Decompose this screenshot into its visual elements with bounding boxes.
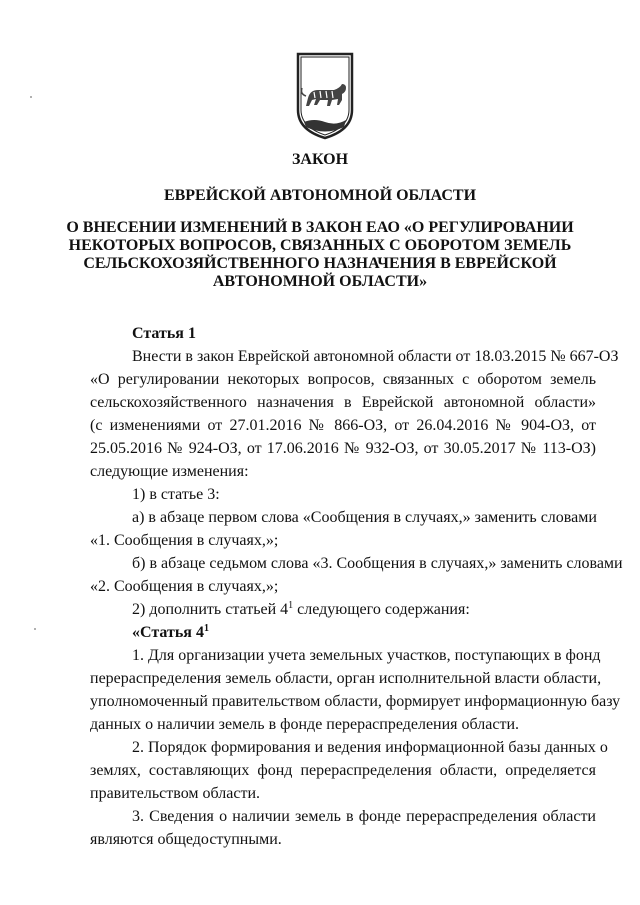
paragraph-2-line: землях, составляющих фонд перераспределения области, определяется [90,762,596,779]
paragraph-2-line: правительством области. [90,785,260,802]
law-title-line: АВТОНОМНОЙ ОБЛАСТИ» [212,273,428,290]
paragraph-1-line: перераспределения земель области, орган исполнительной власти области, [90,670,602,687]
intro-line: 25.05.2016 № 924-ОЗ, от 17.06.2016 № 932-ОЗ, от 30.05.2017 № 113-ОЗ) [90,440,596,457]
article-4-1-heading [132,624,209,642]
issuing-authority: ЕВРЕЙСКОЙ АВТОНОМНОЙ ОБЛАСТИ [163,187,477,204]
item-2-text: 2) дополнить статьей 4 [132,601,289,618]
paragraph-1-line: уполномоченный правительством области, формирует информационную базу [90,693,621,710]
paragraph-3-line: являются общедоступными. [90,831,282,848]
item-1b-line: «2. Сообщения в случаях,»; [90,578,279,595]
paragraph-2-line: 2. Порядок формирования и ведения информационной базы данных о [132,739,608,756]
intro-line: Внести в закон Еврейской автономной области от 18.03.2015 № 667-ОЗ [132,348,619,365]
article-4-1-superscript: 1 [203,623,209,634]
item-1: 1) в статье 3: [132,486,220,503]
intro-line: «О регулировании некоторых вопросов, связанных с оборотом земель [90,371,596,388]
law-title-line: СЕЛЬСКОХОЗЯЙСТВЕННОГО НАЗНАЧЕНИЯ В ЕВРЕЙСКОЙ [83,255,557,272]
item-2 [132,601,470,619]
scan-speck [30,96,32,98]
law-title-line: О ВНЕСЕНИИ ИЗМЕНЕНИЙ В ЗАКОН ЕАО «О РЕГУЛИРОВАНИИ [66,219,574,236]
paragraph-1-line: 1. Для организации учета земельных участков, поступающих в фонд [132,647,601,664]
item-2-text-end: следующего содержания: [293,601,470,618]
article-4-1-label: «Статья 4 [132,624,204,641]
intro-line: сельскохозяйственного назначения в Еврейской автономной области» [90,394,596,411]
tiger-coat-of-arms-icon [294,50,356,142]
item-1a-line: «1. Сообщения в случаях,»; [90,532,279,549]
intro-line: (с изменениями от 27.01.2016 № 866-ОЗ, от 26.04.2016 № 904-ОЗ, от [90,417,596,434]
paragraph-1-line: данных о наличии земель в фонде перераспределения области. [90,716,520,733]
law-title-line: НЕКОТОРЫХ ВОПРОСОВ, СВЯЗАННЫХ С ОБОРОТОМ ЗЕМЕЛЬ [68,237,572,254]
scan-speck [34,628,36,630]
article-1-heading: Статья 1 [132,325,196,342]
item-1a-line: а) в абзаце первом слова «Сообщения в случаях,» заменить словами [132,509,597,526]
item-2-superscript: 1 [288,600,294,611]
paragraph-3-line: 3. Сведения о наличии земель в фонде перераспределения области [132,808,596,825]
intro-line: следующие изменения: [90,463,249,480]
document-type: ЗАКОН [291,151,349,168]
law-title [40,219,600,291]
item-1b-line: б) в абзаце седьмом слова «3. Сообщения в случаях,» заменить словами [132,555,623,572]
